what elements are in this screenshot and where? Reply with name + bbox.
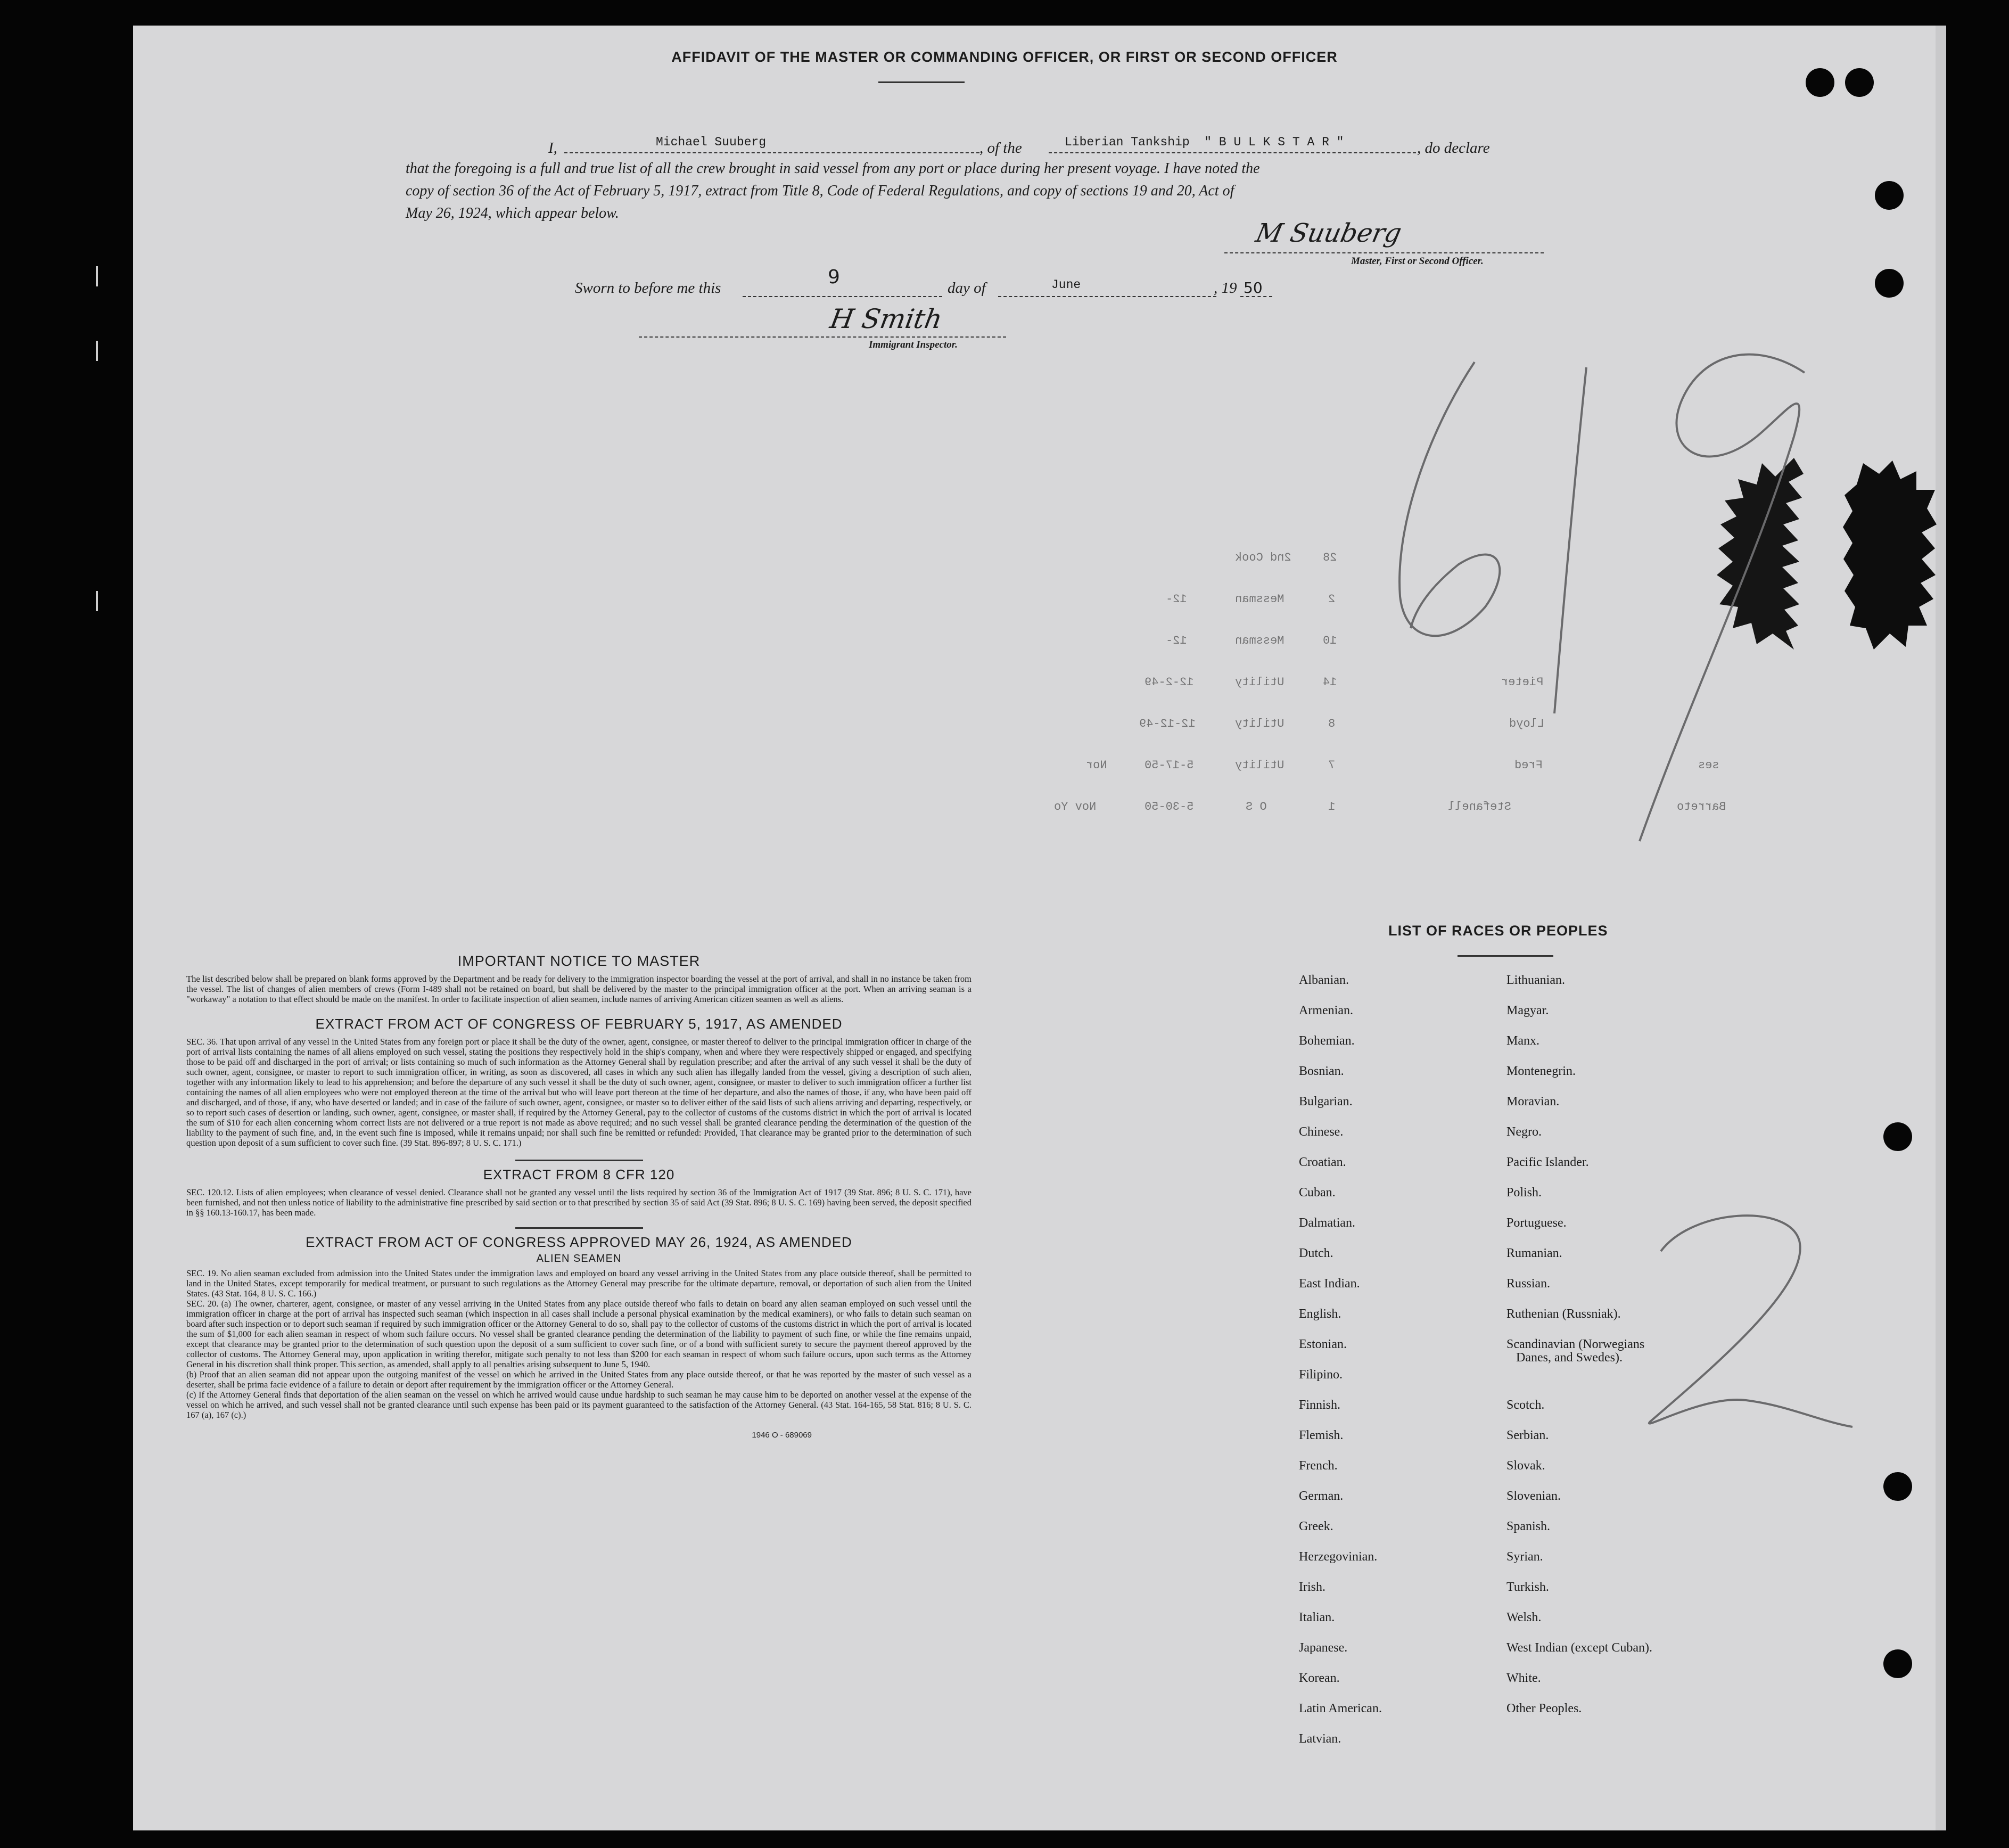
day-of-label: day of — [948, 280, 986, 297]
race-item: Turkish. — [1506, 1580, 1549, 1594]
race-item: Finnish. — [1299, 1398, 1341, 1412]
race-item: White. — [1506, 1671, 1541, 1685]
race-item: Irish. — [1299, 1580, 1325, 1594]
vessel-name: Liberian Tankship " B U L K S T A R " — [1065, 135, 1344, 149]
divider — [515, 1227, 643, 1229]
punch-hole-icon — [1806, 68, 1834, 97]
bleed-cell: 7 — [1328, 759, 1336, 772]
race-item: Manx. — [1506, 1034, 1539, 1048]
signature-line — [1224, 252, 1544, 253]
act1917-title: EXTRACT FROM ACT OF CONGRESS OF FEBRUARY 5, 1917, AS AMENDED — [315, 1016, 843, 1032]
bleed-cell: Nor — [1086, 759, 1107, 772]
punch-hole-icon — [1845, 68, 1874, 97]
bleed-cell: Pieter — [1501, 676, 1544, 689]
act1924-paragraph: (b) Proof that an alien seaman did not appear upon the outgoing manifest of the vessel on which he arrived in the United States from any place outside thereof, or that he was reported by the master of such vessel as a deserter, shall be prima facie evidence of a failure to detain or deport after requirement by the immigration officer or the Attorney General. — [186, 1369, 971, 1390]
bleed-cell: Stefanell — [1448, 800, 1511, 814]
film-edge-mark — [96, 266, 98, 286]
vessel-blank — [1049, 152, 1416, 153]
race-item: Scotch. — [1506, 1398, 1545, 1412]
race-item: Lithuanian. — [1506, 973, 1565, 987]
race-item: Montenegrin. — [1506, 1064, 1576, 1078]
race-item: Estonian. — [1299, 1337, 1347, 1351]
race-item: Dalmatian. — [1299, 1216, 1355, 1230]
race-item: Rumanian. — [1506, 1246, 1562, 1260]
year-blank — [1240, 296, 1272, 297]
bleed-cell: 1 — [1328, 800, 1336, 814]
bleed-cell: 14 — [1323, 676, 1337, 689]
race-item: Japanese. — [1299, 1641, 1348, 1655]
act1924-paragraph: SEC. 20. (a) The owner, charterer, agent, consignee, or master of any vessel arriving in the United States from any place outside thereof who fails to detain on board any alien seaman employed on such vessel until the immigration officer in charge at the port of arrival has inspected such seaman (which inspection in all cases shall include a personal physical examination by the medical examiners), or who fails to detain such seaman on board after such inspection or to deport such seaman if required by such immigration officer or the Attorney General to do so, shall pay to the collector of customs of the customs district in which the port of arrival is located the sum of $1,000 for each alien seaman in respect of whom such failure occurs. No vessel shall be granted clearance pending the determination of the liability to payment of such fine, or while the fine remains unpaid, except that clearance may be granted prior to the determination of such question upon the deposit of a sum sufficient to cover such fine, or of a bond with sufficient surety to secure the payment thereof approved by the collector of customs. The Attorney General may, upon application in writing therefor, mitigate such penalty to not less than $200 for each seaman in respect of whom such failure occurs, upon such terms as the Attorney General in his discretion shall think proper. This section, as amended, shall apply to all penalties arising subsequent to June 5, 1940. — [186, 1299, 971, 1369]
day-blank — [743, 296, 942, 297]
race-item: Spanish. — [1506, 1520, 1551, 1533]
cfr-text: SEC. 120.12. Lists of alien employees; when clearance of vessel denied. Clearance shall not be granted any vessel until the lists required by section 36 of the Immigration Act of 1917 (39 Stat. 896; 8 U. S. C. 171), have been furnished, and not then unless notice of liability to the administrative fine prescribed by said section or to that prescribed by section 35 of said Act (39 Stat. 896; 8 U. S. C. 169) having been served, the deposit specified in §§ 160.13-160.17, has been made. — [186, 1187, 971, 1218]
race-item: Russian. — [1506, 1277, 1551, 1291]
act1924-paragraph: (c) If the Attorney General finds that deportation of the alien seaman on the vessel on which he arrived would cause undue hardship to such seaman he may cause him to be deported on another vessel at the expense of the vessel on which he arrived, and such vessel shall not be granted clearance until such expense has been paid or its payment guaranteed to the satisfaction of the Attorney General. (43 Stat. 164-165, 58 Stat. 816; 8 U. S. C. 167 (a), 167 (c).) — [186, 1390, 971, 1420]
bleed-cell: Fred — [1514, 759, 1543, 772]
race-item: Flemish. — [1299, 1428, 1344, 1442]
intro-i: I, — [548, 139, 557, 157]
inspector-line — [639, 336, 1006, 338]
affidavit-body-line: copy of section 36 of the Act of February 5, 1917, extract from Title 8, Code of Federal Regulations, and copy of sections 19 and 20, Act of — [406, 183, 1234, 199]
race-item: East Indian. — [1299, 1277, 1360, 1291]
race-item: Italian. — [1299, 1611, 1335, 1624]
bleed-cell: 12- — [1166, 593, 1187, 606]
bleed-cell: 2nd Cook — [1235, 551, 1291, 564]
notice-column — [186, 953, 971, 1440]
bleed-cell: 10 — [1323, 634, 1337, 647]
film-edge-mark — [96, 591, 98, 611]
act1924-subtitle: ALIEN SEAMEN — [536, 1253, 622, 1264]
race-item: English. — [1299, 1307, 1341, 1321]
notice-title: IMPORTANT NOTICE TO MASTER — [457, 953, 701, 969]
sworn-year: 50 — [1244, 279, 1263, 297]
race-item: Bohemian. — [1299, 1034, 1355, 1048]
bleed-cell: Nov Yo — [1054, 800, 1097, 814]
bleed-cell: Lloyd — [1509, 717, 1545, 730]
bleed-cell: Messman — [1235, 634, 1285, 647]
affidavit-body-line: that the foregoing is a full and true list of all the crew brought in said vessel from any port or place during her present voyage. I have noted the — [406, 160, 1260, 177]
handwritten-number-2 — [1629, 1198, 1863, 1443]
race-item: Filipino. — [1299, 1368, 1343, 1382]
bleed-cell: 2 — [1328, 593, 1336, 606]
year-prefix: , 19 — [1214, 280, 1237, 297]
bleed-cell: Barreto — [1677, 800, 1726, 814]
race-item: Slovak. — [1506, 1459, 1545, 1473]
act1924-paragraph: SEC. 19. No alien seaman excluded from admission into the United States under the immigration laws and employed on board any vessel arriving in the United States from any place outside thereof, shall be permitted to land in the United States, except temporarily for medical treatment, or pursuant to such regulations as the Attorney General may prescribe for the ultimate departure, removal, or deportation of such alien from the United States. (43 Stat. 164, 8 U. S. C. 166.) — [186, 1268, 971, 1299]
race-item: Slovenian. — [1506, 1489, 1561, 1503]
race-item: Polish. — [1506, 1186, 1542, 1200]
print-code: 1946 O - 689069 — [752, 1431, 812, 1440]
act1917-text: SEC. 36. That upon arrival of any vessel in the United States from any foreign port or place it shall be the duty of the owner, agent, consignee, or master thereof to deliver to the principal immigration officer in charge of the port of arrival lists containing the names of all aliens employed on such vessel, stating the positions they respectively hold in the ship's company, when and where they were respectively shipped or engaged, and specifying those to be paid off and discharged in the port of arrival; or lists containing so much of such information as the Attorney General shall by regulation prescribe; and after the arrival of any such vessel it shall be the duty of such owner, agent, consignee, or master to report to such immigration officer, in writing, as soon as discovered, all cases in which any such alien has illegally landed from the vessel, giving a description of such alien, together with any information likely to lead to his apprehension; and before the departure of any such vessel it shall be the duty of such owner, agent, consignee, or master to deliver to such immigration officer a further list containing the names of all alien employees who were not employed thereon at the time of the arrival but who will leave port thereon at the time of her departure, and also the names of those, if any, who have been paid off and discharged, and of those, if any, who have deserted or landed; and in case of the failure of such owner, agent, consignee, or master so to deliver either of the said lists of such aliens arriving and departing, respectively, or so to report such cases of desertion or landing, such owner, agent, consignee, or master shall, if required by the Attorney General, pay to the collector of customs of the customs district in which the port of arrival is located the sum of $10 for each alien concerning whom correct lists are not delivered or a true report is not made as above required; and no such vessel shall be granted clearance pending the determination of the question of the liability to the payment of such fine, and, in the event such fine is imposed, while it remains unpaid; nor shall such fine be remitted or refunded: Provided, That clearance may be granted prior to the determination of such question upon deposit of a sum sufficient to cover such fine. (39 Stat. 896-897; 8 U. S. C. 171.) — [186, 1037, 971, 1148]
race-item: Dutch. — [1299, 1246, 1333, 1260]
master-name: Michael Suuberg — [656, 135, 767, 149]
punch-hole-icon — [1883, 1649, 1912, 1678]
inspector-caption: Immigrant Inspector. — [869, 339, 958, 350]
race-item: Scandinavian (Norwegians — [1506, 1337, 1645, 1351]
bleed-cell: Utility — [1235, 717, 1285, 730]
sworn-month: June — [1051, 278, 1081, 292]
bleed-cell: Messman — [1235, 593, 1285, 606]
bleed-cell: Utility — [1235, 759, 1285, 772]
race-item: Other Peoples. — [1506, 1702, 1582, 1715]
race-item: French. — [1299, 1459, 1338, 1473]
bleed-cell: 12-12-49 — [1139, 717, 1196, 730]
punch-hole-icon — [1875, 181, 1904, 210]
bleed-through-table — [1011, 551, 1863, 828]
race-item: Moravian. — [1506, 1095, 1560, 1108]
race-item: Danes, and Swedes). — [1516, 1351, 1623, 1365]
race-item: Portuguese. — [1506, 1216, 1567, 1230]
bleed-cell: Utility — [1235, 676, 1285, 689]
race-item: Korean. — [1299, 1671, 1340, 1685]
sworn-prefix: Sworn to before me this — [575, 280, 721, 297]
race-item: Welsh. — [1506, 1611, 1542, 1624]
of-the-label: , of the — [979, 139, 1022, 157]
race-item: Bulgarian. — [1299, 1095, 1353, 1108]
race-item: Bosnian. — [1299, 1064, 1344, 1078]
race-item: Negro. — [1506, 1125, 1542, 1139]
races-title: LIST OF RACES OR PEOPLES — [1388, 923, 1608, 939]
bleed-cell: 5-17-50 — [1145, 759, 1194, 772]
page-edge-strip — [1936, 26, 1946, 1830]
race-item: Syrian. — [1506, 1550, 1543, 1564]
notice-text: The list described below shall be prepared on blank forms approved by the Department and be ready for delivery to the immigration inspector boarding the vessel at the port of arrival, and shall in no instance be taken from the vessel. The list of changes of alien members of crews (Form I-489 shall not be retained on board, but shall be delivered by the master to the principal immigration officer at the port. When an arriving seaman is a "workaway" a notation to that effect should be made on the manifest. In order to facilitate inspection of alien seamen, include names of arriving American citizen seamen as well as aliens. — [186, 974, 971, 1004]
sworn-day: 9 — [828, 266, 840, 288]
signature-caption: Master, First or Second Officer. — [1351, 256, 1484, 267]
race-item: Croatian. — [1299, 1155, 1346, 1169]
month-blank — [998, 296, 1216, 297]
race-item: Latin American. — [1299, 1702, 1382, 1715]
inspector-signature: H Smith — [827, 303, 945, 334]
do-declare-label: , do declare — [1417, 139, 1490, 157]
affidavit-body-line: May 26, 1924, which appear below. — [406, 205, 619, 221]
bleed-cell: 28 — [1323, 551, 1337, 564]
bleed-cell: ses — [1698, 759, 1719, 772]
punch-hole-icon — [1883, 1472, 1912, 1501]
race-item: Magyar. — [1506, 1004, 1549, 1017]
affidavit-title: AFFIDAVIT OF THE MASTER OR COMMANDING OFFICER, OR FIRST OR SECOND OFFICER — [671, 49, 1338, 65]
race-item: Serbian. — [1506, 1428, 1549, 1442]
punch-hole-icon — [1883, 1122, 1912, 1151]
race-item: Armenian. — [1299, 1004, 1353, 1017]
bleed-cell: 12- — [1166, 634, 1187, 647]
race-item: Chinese. — [1299, 1125, 1344, 1139]
race-item: German. — [1299, 1489, 1344, 1503]
race-item: Pacific Islander. — [1506, 1155, 1589, 1169]
cfr-title: EXTRACT FROM 8 CFR 120 — [483, 1167, 675, 1182]
punch-hole-icon — [1875, 269, 1904, 298]
master-signature: M Suuberg — [1253, 218, 1404, 248]
divider — [515, 1160, 643, 1161]
race-item: Latvian. — [1299, 1732, 1341, 1746]
race-item: Cuban. — [1299, 1186, 1336, 1200]
bleed-cell: 12-2-49 — [1145, 676, 1194, 689]
divider — [1458, 955, 1553, 957]
race-item: Albanian. — [1299, 973, 1349, 987]
race-item: West Indian (except Cuban). — [1506, 1641, 1652, 1655]
race-item: Greek. — [1299, 1520, 1333, 1533]
bleed-cell: O S — [1246, 800, 1267, 814]
race-item: Ruthenian (Russniak). — [1506, 1307, 1621, 1321]
race-item: Herzegovinian. — [1299, 1550, 1378, 1564]
film-edge-mark — [96, 341, 98, 361]
bleed-cell: 5-30-50 — [1145, 800, 1194, 814]
name-blank — [564, 152, 979, 153]
act1924-title: EXTRACT FROM ACT OF CONGRESS APPROVED MAY 26, 1924, AS AMENDED — [306, 1234, 852, 1250]
bleed-cell: 8 — [1328, 717, 1336, 730]
divider — [878, 81, 965, 83]
